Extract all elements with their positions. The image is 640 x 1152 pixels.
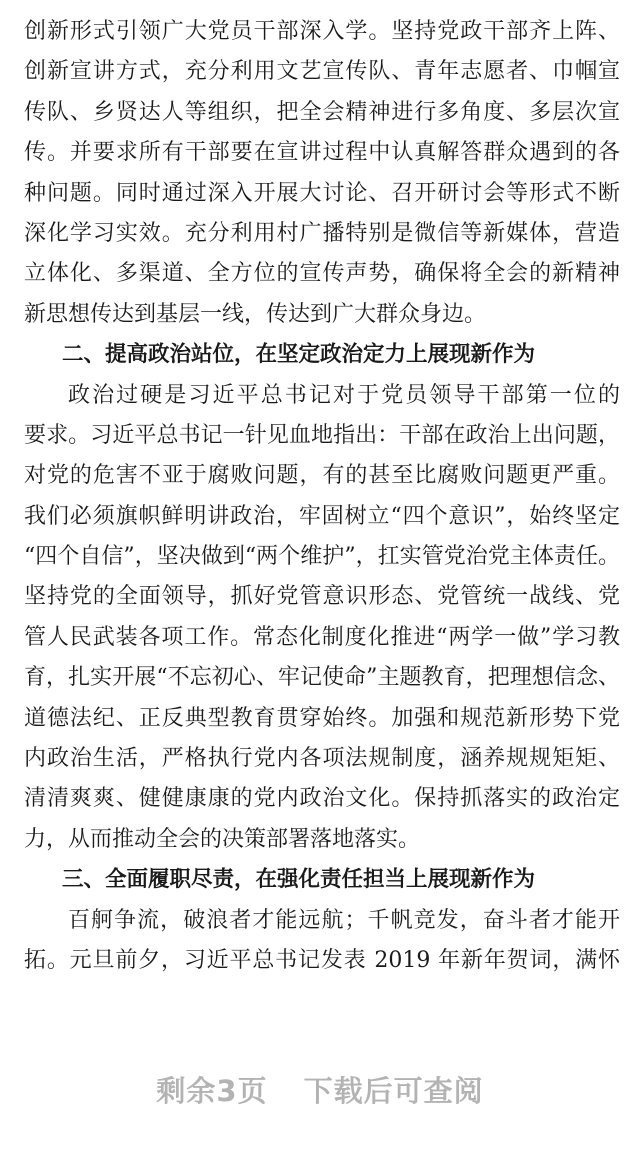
paragraph-line: 道德法纪、正反典型教育贯穿始终。加强和规范新形势下党 — [24, 705, 620, 731]
paragraph-line: 管人民武装各项工作。常态化制度化推进“两学一做”学习教 — [24, 624, 620, 650]
paragraph-line: 百舸争流，破浪者才能远航；千帆竞发，奋斗者才能开 — [68, 907, 620, 933]
remaining-pages-label: 剩余3页 — [156, 1074, 268, 1108]
paragraph-line: 对党的危害不亚于腐败问题，有的甚至比腐败问题更严重。 — [24, 463, 620, 489]
paragraph-line: 传。并要求所有干部要在宣讲过程中认真解答群众遇到的各 — [24, 140, 620, 166]
paragraph-line: 传队、乡贤达人等组织，把全会精神进行多角度、多层次宣 — [24, 99, 620, 125]
paragraph-line: 深化学习实效。充分利用村广播特别是微信等新媒体，营造 — [24, 220, 620, 246]
paragraph-line: 力，从而推动全会的决策部署落地落实。 — [24, 826, 421, 852]
paragraph-line: 立体化、多渠道、全方位的宣传声势，确保将全会的新精神 — [24, 261, 620, 287]
paragraph-line: 要求。习近平总书记一针见血地指出：干部在政治上出问题， — [24, 422, 620, 448]
paragraph-line: 政治过硬是习近平总书记对于党员领导干部第一位的 — [68, 382, 620, 408]
paragraph-line: 清清爽爽、健健康康的党内政治文化。保持抓落实的政治定 — [24, 786, 620, 812]
download-to-view-label: 下载后可查阅 — [303, 1074, 484, 1108]
paragraph-line: 坚持党的全面领导，抓好党管意识形态、党管统一战线、党 — [24, 584, 620, 610]
paragraph-line: 内政治生活，严格执行党内各项法规制度，涵养规规矩矩、 — [24, 746, 620, 772]
paragraph-line: 创新宣讲方式，充分利用文艺宣传队、青年志愿者、巾帼宣 — [24, 59, 620, 85]
paragraph-line: 新思想传达到基层一线，传达到广大群众身边。 — [24, 301, 487, 327]
paragraph-line: 育，扎实开展“不忘初心、牢记使命”主题教育，把理想信念、 — [24, 665, 620, 691]
paragraph-line: 拓。元旦前夕，习近平总书记发表 2019 年新年贺词，满怀 — [24, 947, 620, 973]
paragraph-line: “四个自信”，坚决做到“两个维护”，扛实管党治党主体责任。 — [24, 544, 620, 570]
document-body — [24, 0, 620, 981]
paragraph-line: 种问题。同时通过深入开展大讨论、召开研讨会等形式不断 — [24, 180, 620, 206]
section-heading-3: 三、全面履职尽责，在强化责任担当上展现新作为 — [62, 867, 536, 893]
download-prompt[interactable] — [0, 1066, 640, 1116]
paragraph-line: 我们必须旗帜鲜明讲政治，牢固树立“四个意识”，始终坚定 — [24, 503, 620, 529]
paragraph-line: 创新形式引领广大党员干部深入学。坚持党政干部齐上阵、 — [24, 19, 620, 44]
section-heading-2: 二、提高政治站位，在坚定政治定力上展现新作为 — [62, 342, 536, 368]
